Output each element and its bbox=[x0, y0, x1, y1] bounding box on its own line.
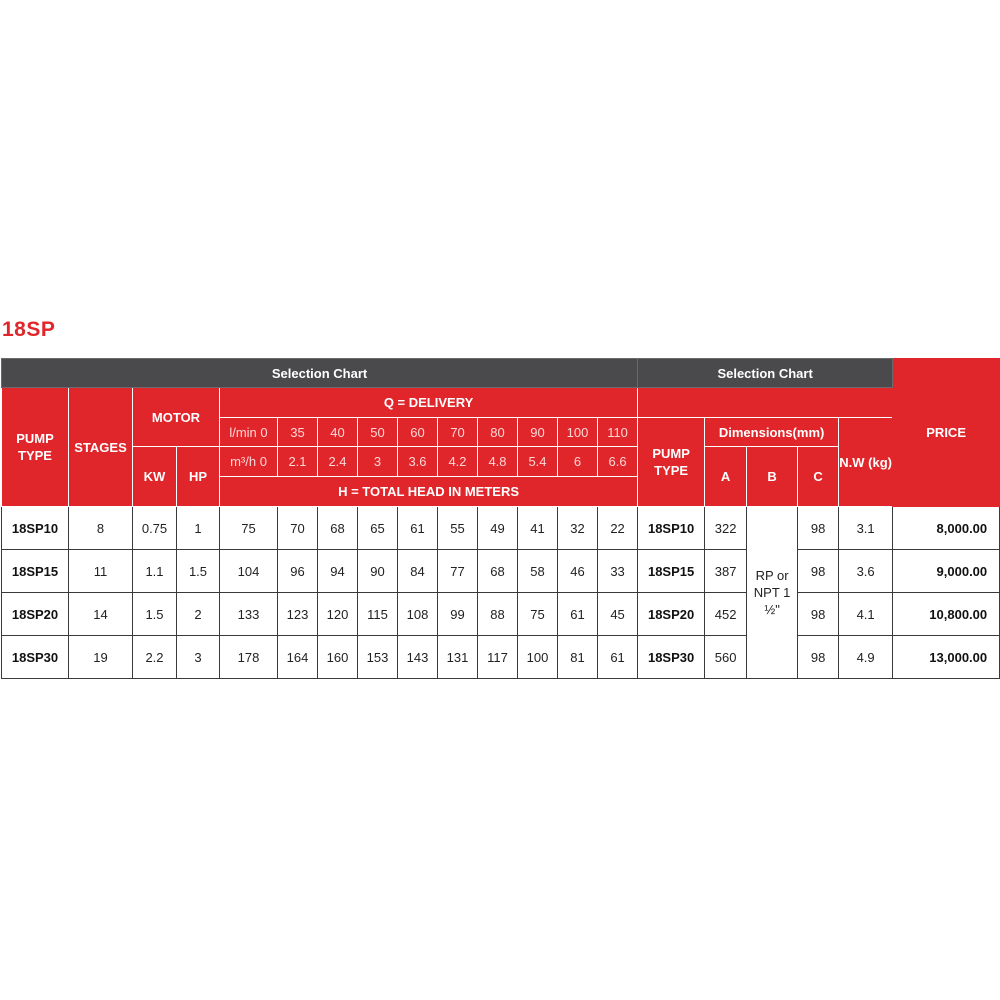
stages-cell: 19 bbox=[69, 636, 133, 679]
head-cell: 32 bbox=[558, 507, 598, 550]
pump-type-header: PUMP TYPE bbox=[2, 388, 69, 507]
hp-header: HP bbox=[177, 447, 220, 507]
head-cell: 41 bbox=[518, 507, 558, 550]
head-cell: 115 bbox=[358, 593, 398, 636]
pump-type-cell: 18SP10 bbox=[2, 507, 69, 550]
head-cell: 96 bbox=[278, 550, 318, 593]
head-cell: 68 bbox=[478, 550, 518, 593]
lmin-value: 35 bbox=[278, 418, 318, 447]
dim-b-cell: RP or NPT 1 ½" bbox=[747, 507, 798, 679]
dim-a-cell: 560 bbox=[705, 636, 747, 679]
head-cell: 108 bbox=[398, 593, 438, 636]
m3h-value: 6 bbox=[558, 447, 598, 477]
dim-a-cell: 322 bbox=[705, 507, 747, 550]
head-cell: 75 bbox=[518, 593, 558, 636]
dim-c-cell: 98 bbox=[798, 507, 839, 550]
head-cell: 120 bbox=[318, 593, 358, 636]
kw-header: KW bbox=[133, 447, 177, 507]
price-cell: 8,000.00 bbox=[893, 507, 1000, 550]
head-cell: 160 bbox=[318, 636, 358, 679]
lmin-value: 70 bbox=[438, 418, 478, 447]
table-row bbox=[2, 507, 1000, 550]
nw-cell: 3.6 bbox=[839, 550, 893, 593]
head-cell: 153 bbox=[358, 636, 398, 679]
price-header: PRICE bbox=[893, 359, 1000, 507]
lmin-value: 110 bbox=[598, 418, 638, 447]
head-cell: 68 bbox=[318, 507, 358, 550]
dim-c-cell: 98 bbox=[798, 636, 839, 679]
head-cell: 90 bbox=[358, 550, 398, 593]
head-cell: 99 bbox=[438, 593, 478, 636]
head-cell: 61 bbox=[598, 636, 638, 679]
pump-type-cell-right: 18SP20 bbox=[638, 593, 705, 636]
nw-cell: 3.1 bbox=[839, 507, 893, 550]
m3h-value: 4.8 bbox=[478, 447, 518, 477]
pump-type-header-right: PUMP TYPE bbox=[638, 418, 705, 507]
page-title: 18SP bbox=[2, 318, 56, 341]
dim-a-header: A bbox=[705, 447, 747, 507]
selection-chart-heading-left: Selection Chart bbox=[2, 359, 638, 388]
head-cell: 104 bbox=[220, 550, 278, 593]
lmin-value: 40 bbox=[318, 418, 358, 447]
lmin-value: 80 bbox=[478, 418, 518, 447]
head-cell: 22 bbox=[598, 507, 638, 550]
table-row bbox=[2, 593, 1000, 636]
selection-chart-heading-right: Selection Chart bbox=[638, 359, 893, 388]
kw-cell: 1.1 bbox=[133, 550, 177, 593]
head-cell: 81 bbox=[558, 636, 598, 679]
kw-cell: 1.5 bbox=[133, 593, 177, 636]
dim-b-header: B bbox=[747, 447, 798, 507]
table-row bbox=[2, 550, 1000, 593]
head-cell: 117 bbox=[478, 636, 518, 679]
m3h-value: 5.4 bbox=[518, 447, 558, 477]
head-cell: 77 bbox=[438, 550, 478, 593]
head-cell: 49 bbox=[478, 507, 518, 550]
head-cell: 94 bbox=[318, 550, 358, 593]
lmin-value: 100 bbox=[558, 418, 598, 447]
dim-a-cell: 387 bbox=[705, 550, 747, 593]
hp-cell: 1.5 bbox=[177, 550, 220, 593]
kw-cell: 2.2 bbox=[133, 636, 177, 679]
dimensions-header: Dimensions(mm) bbox=[705, 418, 839, 447]
head-cell: 84 bbox=[398, 550, 438, 593]
price-cell: 13,000.00 bbox=[893, 636, 1000, 679]
motor-header: MOTOR bbox=[133, 388, 220, 447]
head-cell: 61 bbox=[398, 507, 438, 550]
pump-type-cell-right: 18SP30 bbox=[638, 636, 705, 679]
nw-cell: 4.1 bbox=[839, 593, 893, 636]
head-cell: 45 bbox=[598, 593, 638, 636]
table-row bbox=[2, 636, 1000, 679]
selection-chart-table bbox=[1, 358, 1000, 679]
head-cell: 143 bbox=[398, 636, 438, 679]
hp-cell: 3 bbox=[177, 636, 220, 679]
stages-header: STAGES bbox=[69, 388, 133, 507]
q-delivery-header: Q = DELIVERY bbox=[220, 388, 638, 418]
spacer-red-cell bbox=[638, 388, 893, 418]
pump-type-cell-right: 18SP10 bbox=[638, 507, 705, 550]
price-cell: 9,000.00 bbox=[893, 550, 1000, 593]
head-cell: 65 bbox=[358, 507, 398, 550]
pump-type-cell: 18SP20 bbox=[2, 593, 69, 636]
head-cell: 70 bbox=[278, 507, 318, 550]
stages-cell: 8 bbox=[69, 507, 133, 550]
pump-type-cell: 18SP15 bbox=[2, 550, 69, 593]
pump-type-cell-right: 18SP15 bbox=[638, 550, 705, 593]
head-cell: 58 bbox=[518, 550, 558, 593]
dim-a-cell: 452 bbox=[705, 593, 747, 636]
hp-cell: 2 bbox=[177, 593, 220, 636]
head-cell: 178 bbox=[220, 636, 278, 679]
hp-cell: 1 bbox=[177, 507, 220, 550]
stages-cell: 11 bbox=[69, 550, 133, 593]
dim-c-cell: 98 bbox=[798, 593, 839, 636]
m3h-label: m³/h 0 bbox=[220, 447, 278, 477]
price-cell: 10,800.00 bbox=[893, 593, 1000, 636]
m3h-value: 3.6 bbox=[398, 447, 438, 477]
m3h-value: 6.6 bbox=[598, 447, 638, 477]
m3h-value: 2.4 bbox=[318, 447, 358, 477]
head-cell: 164 bbox=[278, 636, 318, 679]
dim-c-cell: 98 bbox=[798, 550, 839, 593]
pump-type-cell: 18SP30 bbox=[2, 636, 69, 679]
head-cell: 33 bbox=[598, 550, 638, 593]
lmin-value: 90 bbox=[518, 418, 558, 447]
m3h-value: 3 bbox=[358, 447, 398, 477]
head-cell: 133 bbox=[220, 593, 278, 636]
head-cell: 88 bbox=[478, 593, 518, 636]
lmin-value: 50 bbox=[358, 418, 398, 447]
nw-header: N.W (kg) bbox=[839, 418, 893, 507]
total-head-header: H = TOTAL HEAD IN METERS bbox=[220, 477, 638, 507]
stages-cell: 14 bbox=[69, 593, 133, 636]
m3h-value: 2.1 bbox=[278, 447, 318, 477]
m3h-value: 4.2 bbox=[438, 447, 478, 477]
head-cell: 46 bbox=[558, 550, 598, 593]
head-cell: 131 bbox=[438, 636, 478, 679]
head-cell: 75 bbox=[220, 507, 278, 550]
dim-c-header: C bbox=[798, 447, 839, 507]
head-cell: 61 bbox=[558, 593, 598, 636]
lmin-value: 60 bbox=[398, 418, 438, 447]
head-cell: 123 bbox=[278, 593, 318, 636]
nw-cell: 4.9 bbox=[839, 636, 893, 679]
kw-cell: 0.75 bbox=[133, 507, 177, 550]
lmin-label: l/min 0 bbox=[220, 418, 278, 447]
head-cell: 55 bbox=[438, 507, 478, 550]
head-cell: 100 bbox=[518, 636, 558, 679]
